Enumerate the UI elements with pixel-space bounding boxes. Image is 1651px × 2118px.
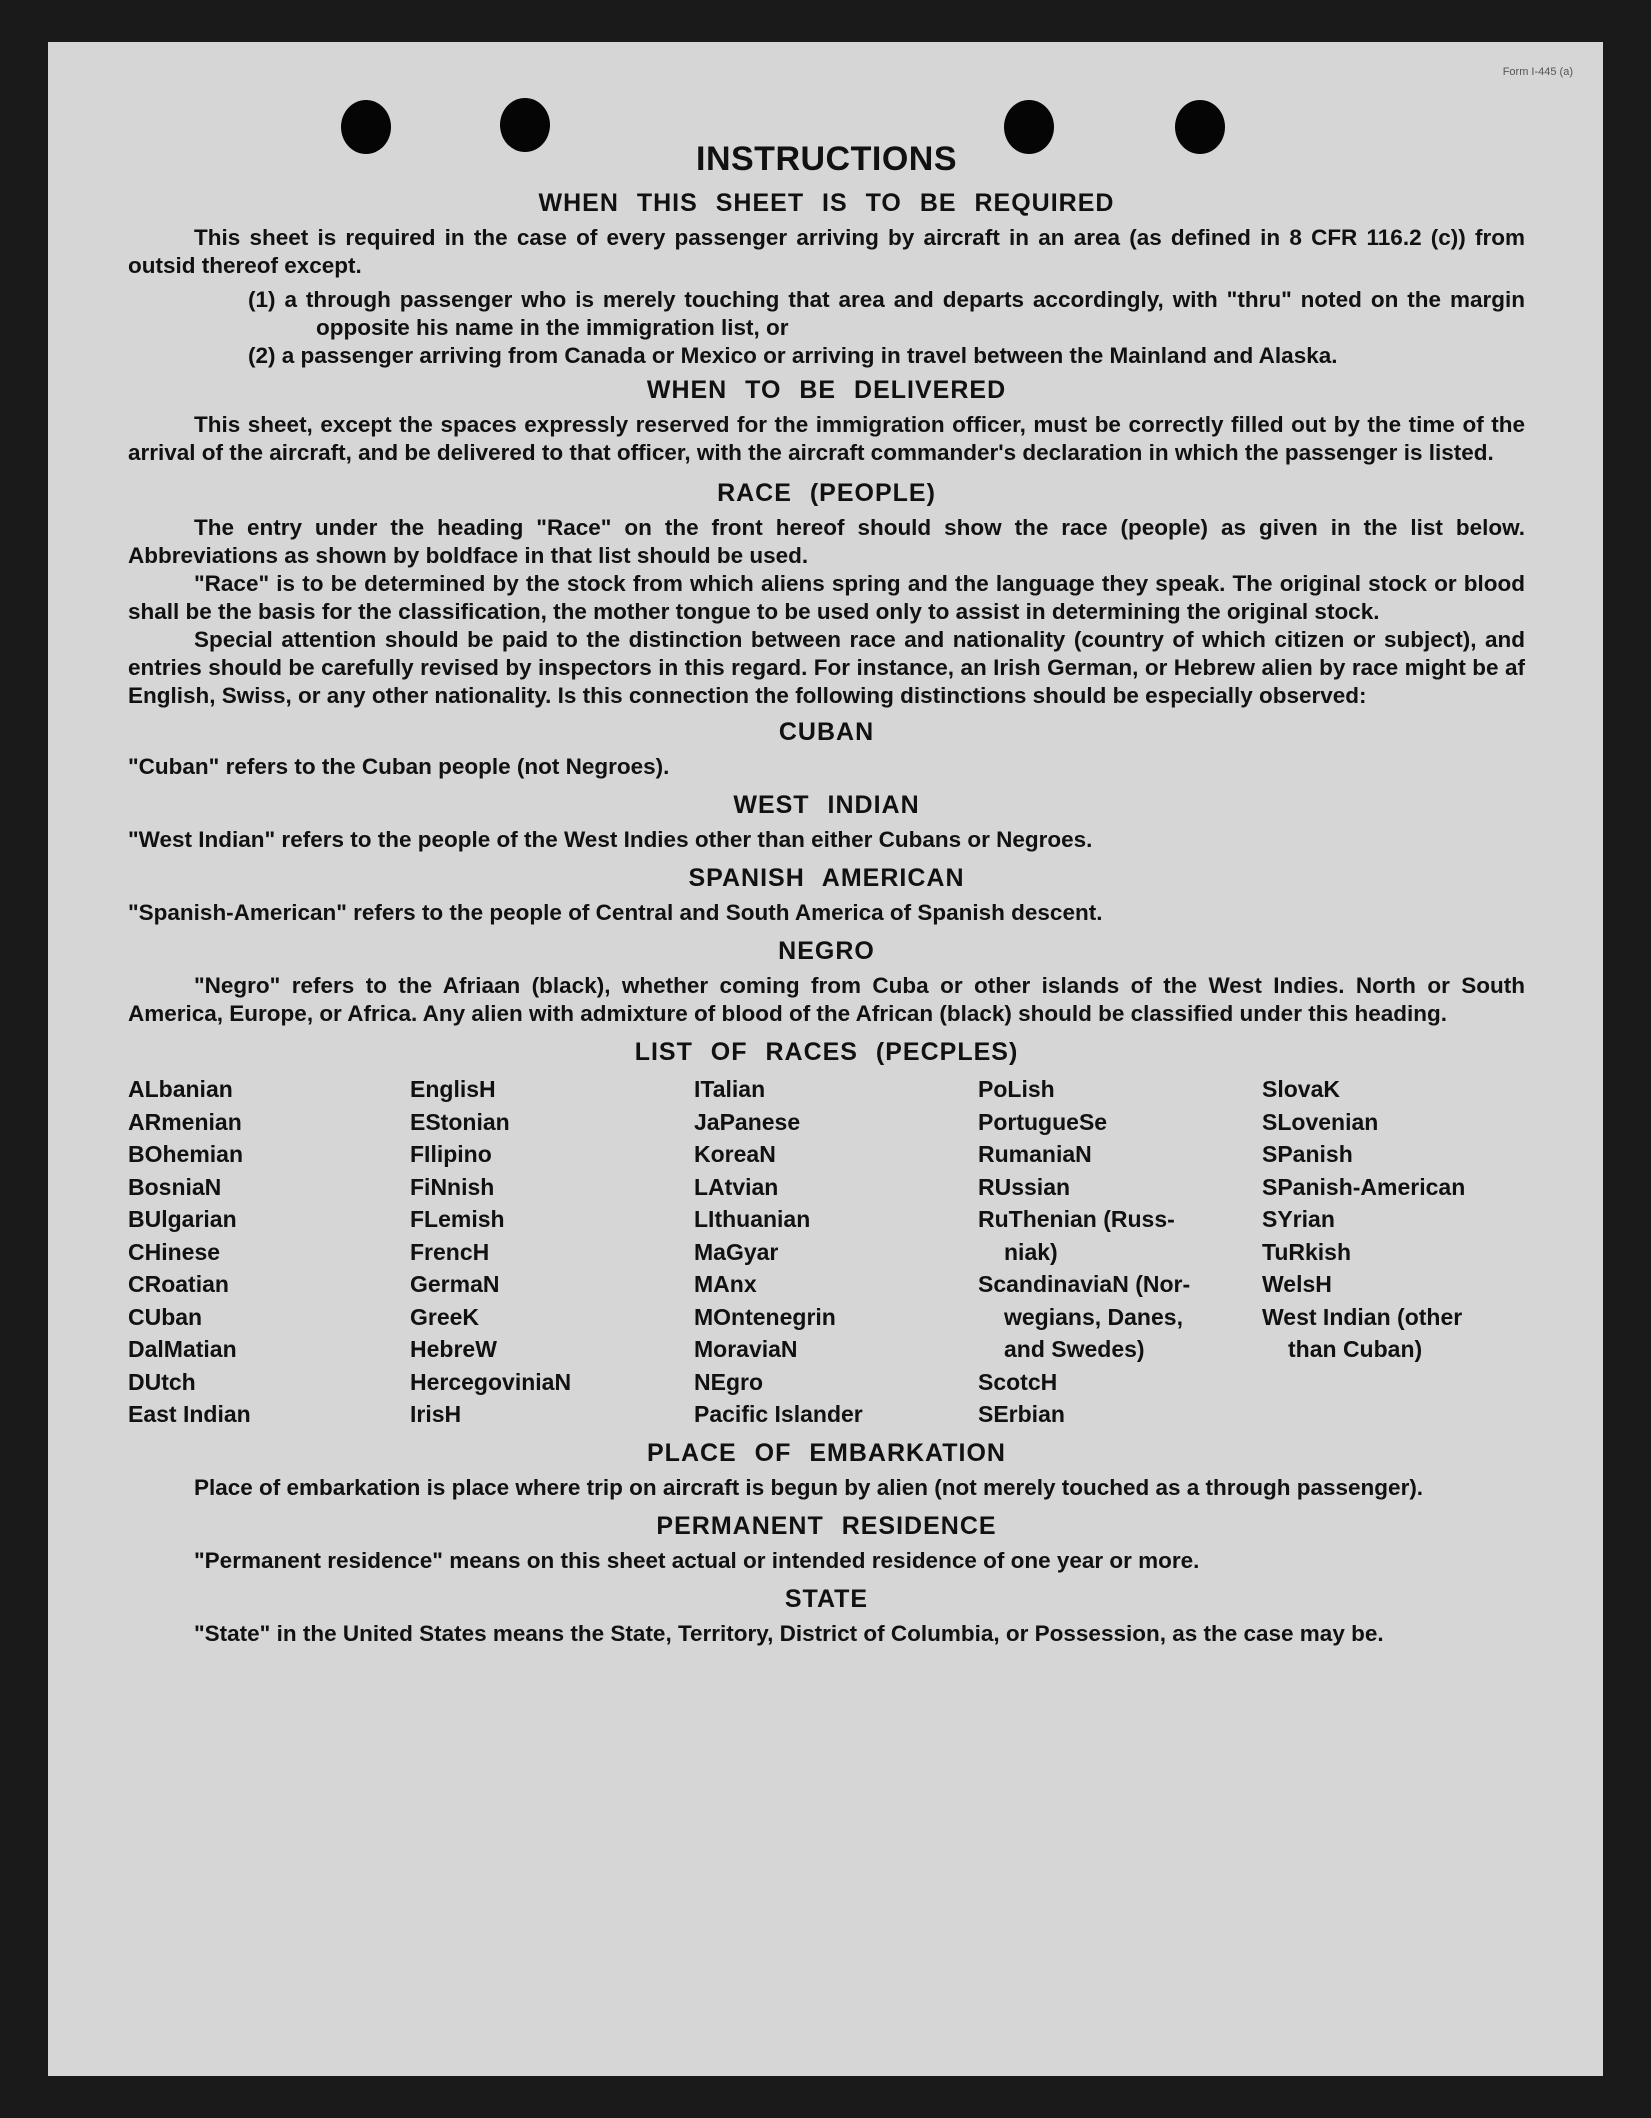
section-paragraph: "Race" is to be determined by the stock from which aliens spring and the language they speak. The original stock or blood shall be the basis for the classification, the mother tongue to be used only to assist in determining the original stock. xyxy=(128,571,1525,624)
section-paragraph: "Permanent residence" means on this sheet actual or intended residence of one year or more. xyxy=(194,1547,1200,1573)
section-paragraph: "West Indian" refers to the people of the West Indies other than either Cubans or Negroes. xyxy=(128,827,1093,852)
section-heading-delivered: WHEN TO BE DELIVERED xyxy=(646,376,1007,404)
exception-item-1: (1) a through passenger who is merely touching that area and departs accordingly, with "thru" noted on the margin opposite his name in the immigration list, or xyxy=(248,287,1525,340)
race-entry: DUtch xyxy=(128,1368,196,1395)
race-entry: ScandinaviaN (Nor- xyxy=(978,1271,1191,1297)
race-entry: FrencH xyxy=(410,1238,490,1265)
race-entry-continuation: and Swedes) xyxy=(1004,1336,1145,1362)
race-entry: RUssian xyxy=(978,1173,1071,1200)
section-paragraph: This sheet is required in the case of every passenger arriving by aircraft in an area (as defined in 8 CFR 116.2 (c)) from outsid thereof except. xyxy=(128,225,1525,278)
race-entry: MAnx xyxy=(694,1271,757,1297)
section-heading-race: RACE (PEOPLE) xyxy=(717,479,936,507)
race-entry: SErbian xyxy=(978,1401,1065,1427)
races-column-5 xyxy=(1262,1073,1522,1431)
section-heading-races: LIST OF RACES (PECPLES) xyxy=(634,1038,1019,1066)
race-entry: MoraviaN xyxy=(694,1336,798,1362)
race-entry: TuRkish xyxy=(1262,1238,1352,1265)
races-column-3 xyxy=(694,1073,978,1431)
exception-item-2: (2) a passenger arriving from Canada or Mexico or arriving in travel between the Mainland and Alaska. xyxy=(248,343,1338,368)
race-entry: NEgro xyxy=(694,1368,763,1395)
race-entry: ARmenian xyxy=(128,1108,242,1135)
race-entry: ITalian xyxy=(694,1076,766,1102)
race-entry: GermaN xyxy=(410,1271,500,1297)
race-entry: MOntenegrin xyxy=(694,1303,836,1330)
race-entry: CHinese xyxy=(128,1238,221,1265)
section-paragraph: The entry under the heading "Race" on the front hereof should show the race (people) as given in the list below. Abbreviations as shown by boldface in that list should be used. xyxy=(128,515,1525,568)
race-entry: CUban xyxy=(128,1303,203,1330)
race-entry: WelsH xyxy=(1262,1271,1332,1297)
section-paragraph: Special attention should be paid to the distinction between race and nationality (country of which citizen or subject), and entries should be carefully revised by inspectors in this regard. For instance, an Irish German, or Hebrew alien by race might be af English, Swiss, or any other nationality. Is this connection the following distinctions should be especially observed: xyxy=(128,627,1525,708)
race-entry: East Indian xyxy=(128,1401,251,1427)
page-title: INSTRUCTIONS xyxy=(696,140,957,178)
race-entry: SPanish-American xyxy=(1262,1173,1466,1200)
section-paragraph: "Cuban" refers to the Cuban people (not Negroes). xyxy=(128,754,670,779)
race-entry: BOhemian xyxy=(128,1141,244,1167)
races-list xyxy=(128,1073,1525,1431)
race-entry: PoLish xyxy=(978,1076,1055,1102)
race-entry-continuation: wegians, Danes, xyxy=(1004,1303,1183,1330)
race-entry: SLovenian xyxy=(1262,1108,1379,1135)
races-column-4 xyxy=(978,1073,1262,1431)
section-paragraph: "State" in the United States means the State, Territory, District of Columbia, or Possession, as the case may be. xyxy=(194,1620,1384,1646)
section-paragraph: "Negro" refers to the Afriaan (black), whether coming from Cuba or other islands of the West Indies. North or South America, Europe, or Africa. Any alien with admixture of blood of the African (black) should be classified under this heading. xyxy=(128,973,1525,1026)
race-entry: FiNnish xyxy=(410,1173,495,1200)
section-heading-west-indian: WEST INDIAN xyxy=(733,791,920,819)
race-entry: EnglisH xyxy=(410,1076,496,1102)
race-entry: SlovaK xyxy=(1262,1076,1340,1102)
race-entry: DalMatian xyxy=(128,1336,237,1362)
section-heading-embarkation: PLACE OF EMBARKATION xyxy=(647,1438,1006,1467)
race-entry: LAtvian xyxy=(694,1173,779,1200)
race-entry: SPanish xyxy=(1262,1141,1353,1167)
form-stamp: Form I-445 (a) xyxy=(1502,66,1573,78)
race-entry: ScotcH xyxy=(978,1368,1058,1395)
race-entry: MaGyar xyxy=(694,1238,779,1265)
race-entry: FIlipino xyxy=(410,1141,492,1167)
races-column-1 xyxy=(128,1073,410,1431)
race-entry: CRoatian xyxy=(128,1271,229,1297)
section-paragraph: Place of embarkation is place where trip on aircraft is begun by alien (not merely touched as a through passenger). xyxy=(194,1474,1424,1500)
race-entry: GreeK xyxy=(410,1303,480,1330)
section-heading-negro: NEGRO xyxy=(778,937,875,965)
section-heading-permanent-residence: PERMANENT RESIDENCE xyxy=(656,1511,997,1540)
section-heading-required: WHEN THIS SHEET IS TO BE REQUIRED xyxy=(538,189,1115,217)
race-entry: ALbanian xyxy=(128,1076,233,1102)
document-sheet xyxy=(48,42,1603,2076)
race-entry: LIthuanian xyxy=(694,1206,811,1232)
instructions-content xyxy=(128,140,1525,1654)
race-entry: IrisH xyxy=(410,1401,462,1427)
race-entry: RuThenian (Russ- xyxy=(978,1206,1175,1232)
race-entry: JaPanese xyxy=(694,1108,801,1135)
race-entry: HercegoviniaN xyxy=(410,1368,572,1395)
section-heading-state: STATE xyxy=(784,1584,869,1613)
race-entry: BosniaN xyxy=(128,1173,222,1200)
race-entry: KoreaN xyxy=(694,1141,776,1167)
section-heading-spanish-american: SPANISH AMERICAN xyxy=(688,864,965,892)
race-entry: RumaniaN xyxy=(978,1141,1092,1167)
race-entry: Pacific Islander xyxy=(694,1401,863,1427)
race-entry-continuation: than Cuban) xyxy=(1288,1336,1423,1362)
race-entry: BUlgarian xyxy=(128,1206,237,1232)
section-heading-cuban: CUBAN xyxy=(778,718,875,746)
section-paragraph: "Spanish-American" refers to the people of Central and South America of Spanish descent. xyxy=(128,900,1103,925)
race-entry: HebreW xyxy=(410,1336,497,1362)
race-entry: FLemish xyxy=(410,1206,505,1232)
race-entry: EStonian xyxy=(410,1108,510,1135)
race-entry: SYrian xyxy=(1262,1206,1335,1232)
race-entry: PortugueSe xyxy=(978,1108,1108,1135)
section-paragraph: This sheet, except the spaces expressly reserved for the immigration officer, must be correctly filled out by the time of the arrival of the aircraft, and be delivered to that officer, with the aircraft commander's declaration in which the passenger is listed. xyxy=(128,412,1525,465)
race-entry-continuation: niak) xyxy=(1004,1238,1058,1265)
races-column-2 xyxy=(410,1073,694,1431)
race-entry: West Indian (other xyxy=(1262,1303,1463,1330)
